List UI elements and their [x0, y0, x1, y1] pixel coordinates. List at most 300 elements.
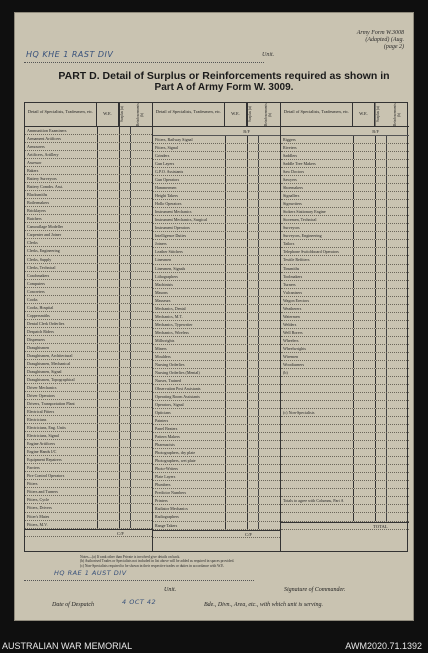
row-label: Coachmakers — [27, 272, 50, 278]
table-row — [153, 192, 280, 200]
table-row — [25, 231, 152, 239]
table-row — [153, 337, 280, 345]
panel-header — [153, 103, 280, 127]
table-row — [281, 281, 409, 289]
row-label: Surveyors, Engineering — [283, 233, 322, 239]
table-row — [153, 393, 280, 401]
form-subtitle: Part A of Army Form W. 3009. — [154, 82, 294, 93]
row-label: Grinders — [155, 153, 170, 159]
table-row — [281, 497, 409, 505]
row-label: Mechanics, Wireless — [155, 329, 189, 335]
bde-label: Bde., Divn., Area, etc., with which unit is serving. — [204, 602, 323, 608]
table-row — [25, 223, 152, 231]
row-label: Predictor Numbers — [155, 490, 187, 496]
table-row — [153, 385, 280, 393]
row-label: Draughtsmen — [27, 344, 50, 350]
row-label: Nursing Orderlies — [155, 361, 185, 367]
table-row — [25, 488, 152, 496]
row-label: Hollo Operators — [155, 201, 182, 207]
date-despatch-value: 4 OCT 42 — [122, 598, 157, 606]
row-label: Instrument Mechanics, Surgical — [155, 217, 208, 223]
row-label: Gun Layers — [155, 161, 175, 167]
footer-unit-handwritten: HQ RAE 1 AUST DIV — [54, 569, 127, 577]
row-label: Equipment Repairers — [27, 457, 62, 463]
header-surplus: Surplus (a) — [119, 103, 136, 126]
table-row — [25, 288, 152, 296]
row-label: Camouflage Modeller — [27, 224, 64, 230]
table-row — [153, 345, 280, 353]
row-label: Electricians, Eng. Units — [27, 425, 66, 431]
table-row — [153, 256, 280, 264]
row-label: Radiographers — [155, 514, 179, 520]
row-label: Linesmen, Signals — [155, 265, 186, 271]
row-label: Surveyors — [283, 225, 300, 231]
row-label: Intelligence Duties — [155, 233, 187, 239]
unit-label: Unit. — [262, 52, 275, 58]
table-row — [25, 368, 152, 376]
table-row — [25, 328, 152, 336]
table-row — [281, 385, 409, 393]
table-row — [25, 127, 152, 135]
row-label: Cooks — [27, 296, 38, 302]
table-row — [153, 377, 280, 385]
row-label: Photographers, dry plate — [155, 450, 196, 456]
row-label: Joiners — [155, 241, 167, 247]
table-row — [281, 457, 409, 465]
panel-header — [25, 103, 152, 127]
row-label: Butchers — [27, 216, 42, 222]
table-row — [153, 248, 280, 256]
row-label: Battery Surveyors — [27, 176, 57, 182]
table-row — [281, 297, 409, 305]
row-label: (c) Non-Specialists — [283, 410, 315, 416]
row-label: Blacksmiths — [27, 192, 48, 198]
row-label: Riveters — [283, 145, 297, 151]
row-label: Linesmen — [155, 257, 172, 263]
table-row — [25, 215, 152, 223]
row-label: Computers — [27, 280, 45, 286]
row-label: Mechanics, M.T. — [155, 313, 183, 319]
cf-row — [25, 529, 152, 537]
row-label: Bakers — [27, 168, 39, 174]
table-row — [153, 273, 280, 281]
table-row — [281, 200, 409, 208]
row-label: Fire Control Operators — [27, 473, 65, 479]
row-label: Wheelwrights — [283, 345, 306, 351]
table-row — [281, 433, 409, 441]
form-reference — [357, 30, 404, 51]
table-row — [281, 152, 409, 160]
header-we: W.E. — [225, 103, 247, 126]
table-row — [153, 321, 280, 329]
note-line2: (b) Authorised Trades or Specialists not included in list above will be added as required in spaces provided. — [80, 559, 235, 564]
row-label: Woodturners — [283, 361, 305, 367]
specialists-table — [24, 102, 408, 552]
caption-bar — [0, 640, 428, 653]
panel-rows — [25, 127, 152, 551]
row-label: Printers — [155, 498, 168, 504]
table-row — [153, 184, 280, 192]
row-label: Driver Operators — [27, 393, 55, 399]
row-label: Machinists — [155, 281, 173, 287]
row-label: Radiator Mechanics — [155, 506, 188, 512]
row-label: Coppersmiths — [27, 312, 50, 318]
footer-unit-line — [24, 570, 254, 581]
row-label: Riggers — [283, 137, 296, 142]
row-label: Panel Beaters — [155, 426, 178, 432]
row-label: Instrument Mechanics — [155, 209, 192, 215]
row-label: Height Takers — [155, 193, 178, 199]
table-row — [281, 224, 409, 232]
table-row — [281, 513, 409, 521]
table-row — [153, 152, 280, 160]
row-label: Opticians — [155, 410, 171, 416]
row-label: Moulders — [155, 353, 171, 359]
row-label: Tinsmiths — [283, 265, 300, 271]
row-label: Armament Artificers — [27, 136, 61, 142]
header-we: W.E. — [97, 103, 119, 126]
row-label: Saw Doctors — [283, 169, 305, 175]
row-label: Despatch Riders — [27, 328, 54, 334]
table-row — [281, 321, 409, 329]
table-row — [25, 239, 152, 247]
row-label: Textile Refitters — [283, 257, 310, 263]
table-row — [153, 481, 280, 489]
table-row — [25, 143, 152, 151]
table-row — [25, 472, 152, 480]
table-row — [153, 489, 280, 497]
table-row — [25, 504, 152, 512]
row-label: Ammunition Examiners — [27, 128, 67, 133]
table-row — [281, 168, 409, 176]
row-label: Electrical Fitters — [27, 409, 55, 415]
row-label: Saddlers — [283, 153, 298, 159]
table-row — [281, 409, 409, 417]
table-row — [25, 167, 152, 175]
table-row — [25, 159, 152, 167]
form-sheet — [14, 12, 414, 621]
header-reinforcements: Reinforcements (b) — [392, 103, 401, 126]
row-label: Fitters, Drivers — [27, 505, 52, 511]
cf-label: TOTAL — [373, 523, 388, 529]
row-label: Pattern Makers — [155, 434, 180, 440]
table-row — [153, 457, 280, 465]
row-label: Millwrights — [155, 337, 175, 343]
footer-unit-label: Unit. — [164, 587, 177, 593]
table-row — [153, 409, 280, 417]
row-label: Armourers — [27, 144, 45, 150]
panel-rows — [153, 136, 280, 551]
row-label: Wheelers — [283, 337, 299, 343]
row-label: Driver Mechanics — [27, 385, 57, 390]
row-label: Storemen, Technical — [283, 217, 317, 223]
table-row — [153, 441, 280, 449]
table-row — [153, 216, 280, 224]
table-row — [281, 417, 409, 425]
date-despatch-label: Date of Despatch — [52, 602, 94, 608]
row-label: Clerks — [27, 240, 38, 246]
table-row — [153, 281, 280, 289]
table-row — [25, 344, 152, 352]
table-row — [281, 176, 409, 184]
row-label: Fitters, Signal — [155, 145, 178, 151]
header-specialists: Detail of Specialists, Tradesmen, etc. — [281, 103, 353, 126]
row-label: Boilermakers — [27, 200, 50, 206]
table-row — [153, 433, 280, 441]
row-label: Pharmacists — [155, 442, 175, 448]
panel-header — [281, 103, 409, 127]
bf-label: B/F — [153, 127, 280, 136]
table-row — [25, 480, 152, 488]
table-row — [25, 352, 152, 360]
row-label: Engine Hands I/C — [27, 449, 57, 455]
table-row — [153, 425, 280, 433]
table-row — [153, 361, 280, 369]
table-row — [25, 521, 152, 529]
row-label: Stokers Stationary Engine — [283, 209, 326, 215]
row-label: Concreters — [27, 288, 45, 294]
row-label: Artificers, Artillery — [27, 152, 59, 158]
header-reinforcements: Reinforcements (b) — [264, 103, 272, 126]
table-row — [25, 464, 152, 472]
table-row — [153, 449, 280, 457]
table-row — [25, 392, 152, 400]
table-row — [25, 256, 152, 264]
row-label: Painters — [155, 418, 169, 424]
form-ref-line2: (Adapted) (Aug. — [365, 37, 404, 43]
table-row — [281, 465, 409, 473]
row-label: Miners — [155, 345, 167, 351]
row-label: Vulcanisers — [283, 289, 303, 295]
table-row — [153, 297, 280, 305]
table-row — [25, 296, 152, 304]
row-label: Wiremen — [283, 353, 299, 359]
header-reinforcements: Reinforcements (b) — [136, 103, 144, 126]
table-row — [153, 369, 280, 377]
row-label: Dispensers — [27, 336, 45, 342]
row-label: Draughtsmen, Topographical — [27, 376, 75, 382]
row-label: Masseurs — [155, 297, 171, 303]
table-row — [25, 264, 152, 272]
table-row — [153, 176, 280, 184]
row-label: Draughtsmen, Mechanical — [27, 360, 71, 366]
caption-left: AUSTRALIAN WAR MEMORIAL — [2, 641, 133, 651]
row-label: Turners — [283, 281, 296, 287]
table-row — [281, 160, 409, 168]
row-label: Draughtsmen, Signal — [27, 368, 62, 374]
table-row — [281, 401, 409, 409]
row-label: Draughtsmen, Architectural — [27, 352, 73, 358]
table-row — [281, 273, 409, 281]
table-row — [25, 175, 152, 183]
table-row — [281, 337, 409, 345]
table-row — [25, 440, 152, 448]
table-row — [281, 232, 409, 240]
cf-label: C/F — [117, 530, 124, 536]
table-row — [25, 360, 152, 368]
table-row — [153, 289, 280, 297]
table-row — [153, 505, 280, 513]
row-label: Mechanics, Typewriter — [155, 321, 193, 327]
table-row — [25, 416, 152, 424]
table-row — [25, 400, 152, 408]
table-row — [25, 432, 152, 440]
table-row — [25, 199, 152, 207]
row-label: Gun Operators — [155, 177, 180, 183]
panel-rows — [281, 136, 409, 551]
row-label: Fitters, Railway Signal — [155, 137, 193, 142]
row-label: Nursing Orderlies (Mental) — [155, 369, 200, 375]
header-specialists: Detail of Specialists, Tradesmen, etc. — [153, 103, 225, 126]
table-row — [25, 280, 152, 288]
table-row — [153, 497, 280, 505]
caption-right: AWM2020.71.1392 — [345, 641, 422, 651]
row-label: Totals to agree with Columns, Part A — [283, 498, 344, 504]
table-row — [281, 265, 409, 273]
table-row — [25, 408, 152, 416]
table-panel-2 — [153, 103, 281, 551]
table-row — [25, 384, 152, 392]
table-row — [281, 313, 409, 321]
header-surplus: Surplus (a) — [375, 103, 393, 126]
cf-row — [153, 530, 280, 538]
table-row — [153, 208, 280, 216]
row-label: Watermen — [283, 313, 300, 319]
table-row — [281, 369, 409, 377]
table-row — [281, 353, 409, 361]
table-row — [153, 232, 280, 240]
form-title: PART D. Detail of Surplus or Reinforcements required as shown in — [58, 70, 390, 82]
row-label: Weatherers — [283, 305, 302, 311]
table-row — [25, 513, 152, 521]
table-row — [25, 456, 152, 464]
row-label: Lithographers — [155, 273, 178, 279]
table-row — [281, 329, 409, 337]
row-label: Hammermen — [155, 185, 177, 191]
row-label: Electricians, Signal — [27, 433, 59, 439]
row-label: Clerks, Supply — [27, 256, 52, 262]
row-label: Welders — [283, 321, 297, 327]
table-row — [25, 135, 152, 143]
note-line3: (c) Non-Specialists required to be shown in their respective trades or duties in accordance with W.E. — [80, 563, 225, 568]
row-label: Fitters, Cycle — [27, 497, 50, 503]
table-panel-1 — [25, 103, 153, 551]
row-label: Shoemakers — [283, 185, 304, 191]
table-row — [153, 473, 280, 481]
row-label: Signwriters — [283, 201, 302, 207]
table-panel-3 — [281, 103, 409, 551]
table-row — [153, 160, 280, 168]
row-label: Wagon Erectors — [283, 297, 310, 303]
row-label: Drivers, Transportation Plant — [27, 401, 75, 407]
table-row — [281, 305, 409, 313]
table-row — [281, 489, 409, 497]
header-specialists: Detail of Specialists, Tradesmen, etc. — [25, 103, 97, 126]
table-row — [281, 144, 409, 152]
row-label: Masons — [155, 289, 168, 295]
row-label: Engine Artificers — [27, 441, 56, 447]
header-we: W.E. — [353, 103, 375, 126]
table-row — [281, 208, 409, 216]
table-row — [25, 247, 152, 255]
row-label: Range Takers — [155, 522, 178, 528]
table-row — [153, 329, 280, 337]
table-row — [153, 136, 280, 144]
table-row — [153, 265, 280, 273]
row-label: Fitters and Turners — [27, 489, 58, 495]
row-label: Clerks, Engineering — [27, 248, 60, 254]
row-label: Instrument Operators — [155, 225, 190, 231]
table-row — [281, 184, 409, 192]
bf-label: B/F — [281, 127, 409, 136]
cf-label: C/F — [245, 531, 252, 537]
row-label: Observation Post Assistants — [155, 385, 201, 391]
row-label: Operators, Signal — [155, 402, 184, 408]
row-label: Plumbers — [155, 482, 171, 488]
table-row — [25, 304, 152, 312]
table-row — [153, 313, 280, 321]
row-label: Tailors — [283, 241, 295, 247]
unit-line — [24, 50, 275, 63]
table-row — [153, 513, 280, 521]
table-row — [153, 144, 280, 152]
row-label: Fitter's Mates — [27, 513, 50, 519]
table-row — [153, 353, 280, 361]
table-row — [281, 248, 409, 256]
row-label: Telephone Switchboard Operators — [283, 249, 339, 255]
unit-handwritten: HQ KHE 1 RAST DIV — [26, 50, 114, 59]
table-row — [25, 272, 152, 280]
row-label: Leather Stitchers — [155, 249, 183, 255]
table-row — [281, 289, 409, 297]
table-row — [25, 207, 152, 215]
row-label: G.P.O. Assistants — [155, 169, 184, 175]
table-row — [281, 377, 409, 385]
form-ref-line1: Army Form W.3008 — [356, 30, 404, 36]
row-label: Battery Comdrs. Asst. — [27, 184, 64, 190]
table-row — [25, 183, 152, 191]
table-row — [281, 361, 409, 369]
table-row — [281, 216, 409, 224]
table-row — [281, 441, 409, 449]
table-row — [281, 192, 409, 200]
form-ref-line3: (page 2) — [383, 44, 404, 50]
row-label: Operating Room Assistants — [155, 394, 200, 399]
row-label: Dental Clerk Orderlies — [27, 320, 65, 326]
cf-row — [281, 522, 409, 530]
table-row — [281, 136, 409, 144]
table-row — [153, 417, 280, 425]
table-row — [281, 393, 409, 401]
table-row — [281, 473, 409, 481]
row-label: Saddle Tree Makers — [283, 161, 316, 167]
row-label: Bricklayers — [27, 208, 46, 214]
table-row — [153, 401, 280, 409]
row-label: Nurses, Trained — [155, 377, 181, 383]
table-row — [153, 305, 280, 313]
row-label: Plate Layers — [155, 474, 176, 480]
table-row — [281, 240, 409, 248]
table-row — [25, 496, 152, 504]
row-label: Farriers — [27, 465, 40, 471]
table-row — [281, 345, 409, 353]
table-row — [281, 256, 409, 264]
table-row — [25, 320, 152, 328]
table-row — [25, 191, 152, 199]
row-label: Mechanics, Dental — [155, 305, 186, 311]
row-label: Toolmakers — [283, 273, 303, 279]
table-row — [281, 481, 409, 489]
